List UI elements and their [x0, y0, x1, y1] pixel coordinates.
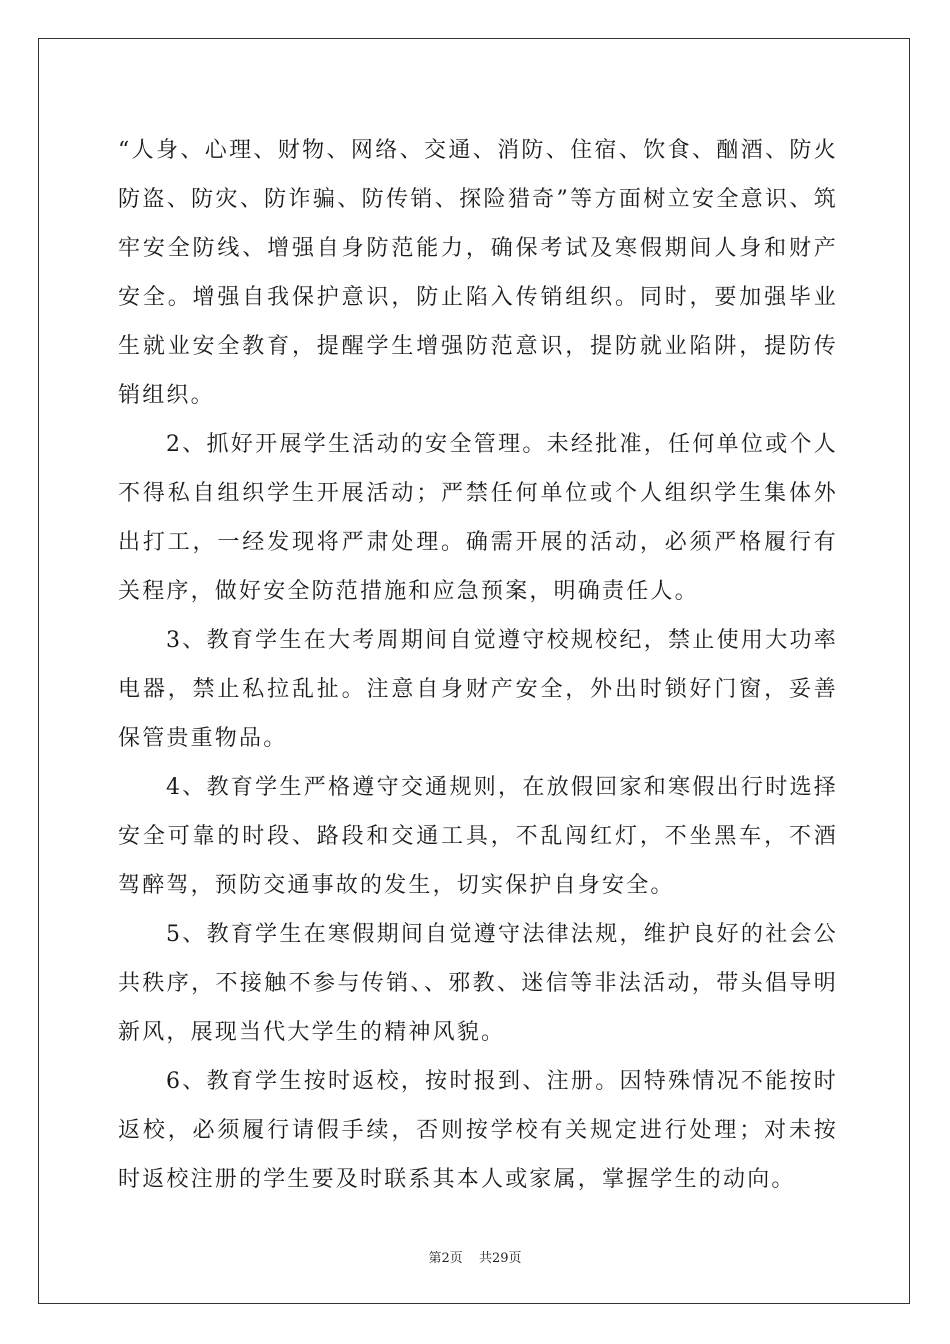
paragraph-item-4: 4、教育学生严格遵守交通规则，在放假回家和寒假出行时选择安全可靠的时段、路段和交通工具，不乱闯红灯，不坐黑车，不酒驾醉驾，预防交通事故的发生，切实保护自身安全。	[118, 775, 838, 898]
page-total: 共29页	[478, 1251, 522, 1266]
paragraph-item-3: 3、教育学生在大考周期间自觉遵守校规校纪，禁止使用大功率电器，禁止私拉乱扯。注意自身财产安全，外出时锁好门窗，妥善保管贵重物品。	[118, 628, 838, 751]
paragraph-continuation: “人身、心理、财物、网络、交通、消防、住宿、饮食、酗酒、防火防盗、防灾、防诈骗、防传销、探险猎奇”等方面树立安全意识、筑牢安全防线、增强自身防范能力，确保考试及寒假期间人身和财产安全。增强自我保护意识，防止陷入传销组织。同时，要加强毕业生就业安全教育，提醒学生增强防范意识，提防就业陷阱，提防传销组织。	[118, 138, 838, 408]
page-footer	[0, 1247, 950, 1266]
paragraph-item-2: 2、抓好开展学生活动的安全管理。未经批准，任何单位或个人不得私自组织学生开展活动；严禁任何单位或个人组织学生集体外出打工，一经发现将严肃处理。确需开展的活动，必须严格履行有关程序，做好安全防范措施和应急预案，明确责任人。	[118, 432, 838, 604]
page-number: 第2页	[428, 1251, 463, 1266]
paragraph-item-6: 6、教育学生按时返校，按时报到、注册。因特殊情况不能按时返校，必须履行请假手续，否则按学校有关规定进行处理；对未按时返校注册的学生要及时联系其本人或家属，掌握学生的动向。	[118, 1069, 838, 1192]
paragraph-item-5: 5、教育学生在寒假期间自觉遵守法律法规，维护良好的社会公共秩序，不接触不参与传销、、邪教、迷信等非法活动，带头倡导明新风，展现当代大学生的精神风貌。	[118, 922, 838, 1045]
document-body	[118, 126, 838, 1204]
